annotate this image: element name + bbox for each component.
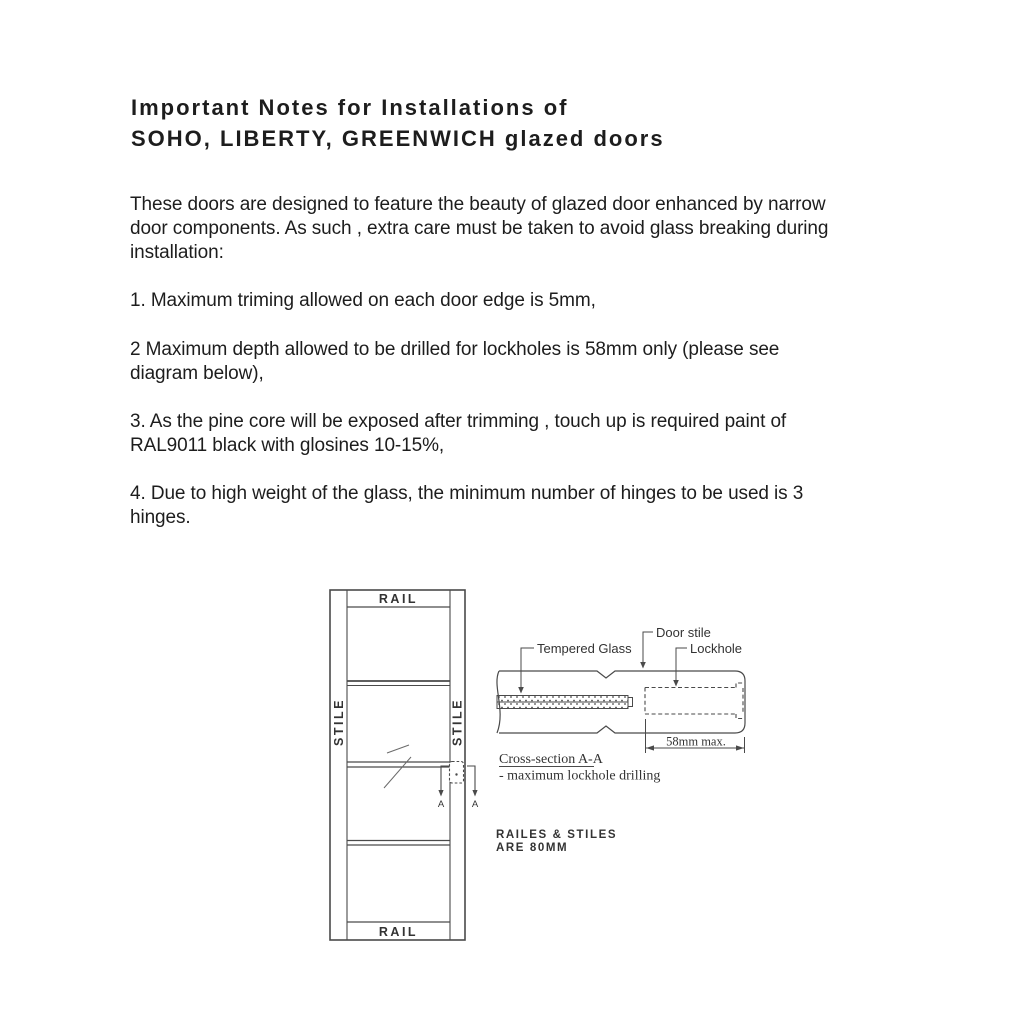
door-outline	[330, 590, 465, 940]
dimension-arrow-left-icon	[646, 745, 654, 750]
tempered-glass-label: Tempered Glass	[537, 641, 632, 656]
tempered-glass-leader	[518, 641, 632, 694]
lockhole-dashed-outline	[645, 683, 744, 719]
door-stile-label: Door stile	[656, 625, 711, 640]
right-stile-label: STILE	[450, 698, 465, 746]
diagram-footnote	[496, 829, 617, 854]
mid-rails	[347, 681, 450, 845]
cross-section-diagram	[497, 625, 745, 784]
title-line-1: Important Notes for Installations of	[131, 95, 569, 120]
lockhole-leader	[673, 641, 742, 687]
note-3: 3. As the pine core will be exposed after trimming , touch up is required paint of RAL9011 black with glosines 10-15%,	[130, 411, 787, 456]
leader-arrow-icon	[673, 680, 679, 687]
note-4: 4. Due to high weight of the glass, the minimum number of hinges to be used is 3 hinges.	[130, 483, 804, 528]
tempered-glass-strip	[497, 696, 633, 709]
dimension-arrow-right-icon	[736, 745, 744, 750]
footnote-line-2: ARE 80MM	[496, 842, 569, 854]
intro-paragraph: These doors are designed to feature the beauty of glazed door enhanced by narrow door components. As such , extra care must be taken to avoid glass breaking during installation:	[130, 194, 829, 263]
section-marker-right-label: A	[471, 799, 479, 810]
footnote-line-1: RAILES & STILES	[496, 829, 618, 841]
title-line-2: SOHO, LIBERTY, GREENWICH glazed doors	[131, 126, 665, 151]
section-arrow-left-icon	[438, 790, 443, 797]
door-elevation-diagram	[330, 590, 479, 940]
bottom-rail-label: RAIL	[378, 925, 419, 939]
dimension-58mm	[646, 719, 745, 753]
left-stile-label: STILE	[332, 698, 346, 746]
cross-section-subtitle: - maximum lockhole drilling	[499, 768, 661, 784]
page-title	[131, 92, 665, 154]
installation-diagram	[320, 585, 790, 960]
leader-arrow-icon	[518, 687, 524, 694]
door-lockhole-marker	[450, 762, 464, 784]
cross-section-title: Cross-section A-A	[499, 752, 603, 767]
lockhole-label: Lockhole	[690, 641, 743, 656]
lockhole-dot	[455, 773, 457, 775]
dimension-label: 58mm max.	[666, 734, 726, 749]
note-1: 1. Maximum triming allowed on each door edge is 5mm,	[130, 290, 596, 311]
section-marker-left-label: A	[437, 799, 445, 810]
top-rail-label: RAIL	[378, 592, 419, 606]
leader-arrow-icon	[640, 662, 646, 669]
section-arrow-right-icon	[472, 790, 477, 797]
note-2: 2 Maximum depth allowed to be drilled for lockholes is 58mm only (please see diagram below),	[130, 339, 780, 384]
